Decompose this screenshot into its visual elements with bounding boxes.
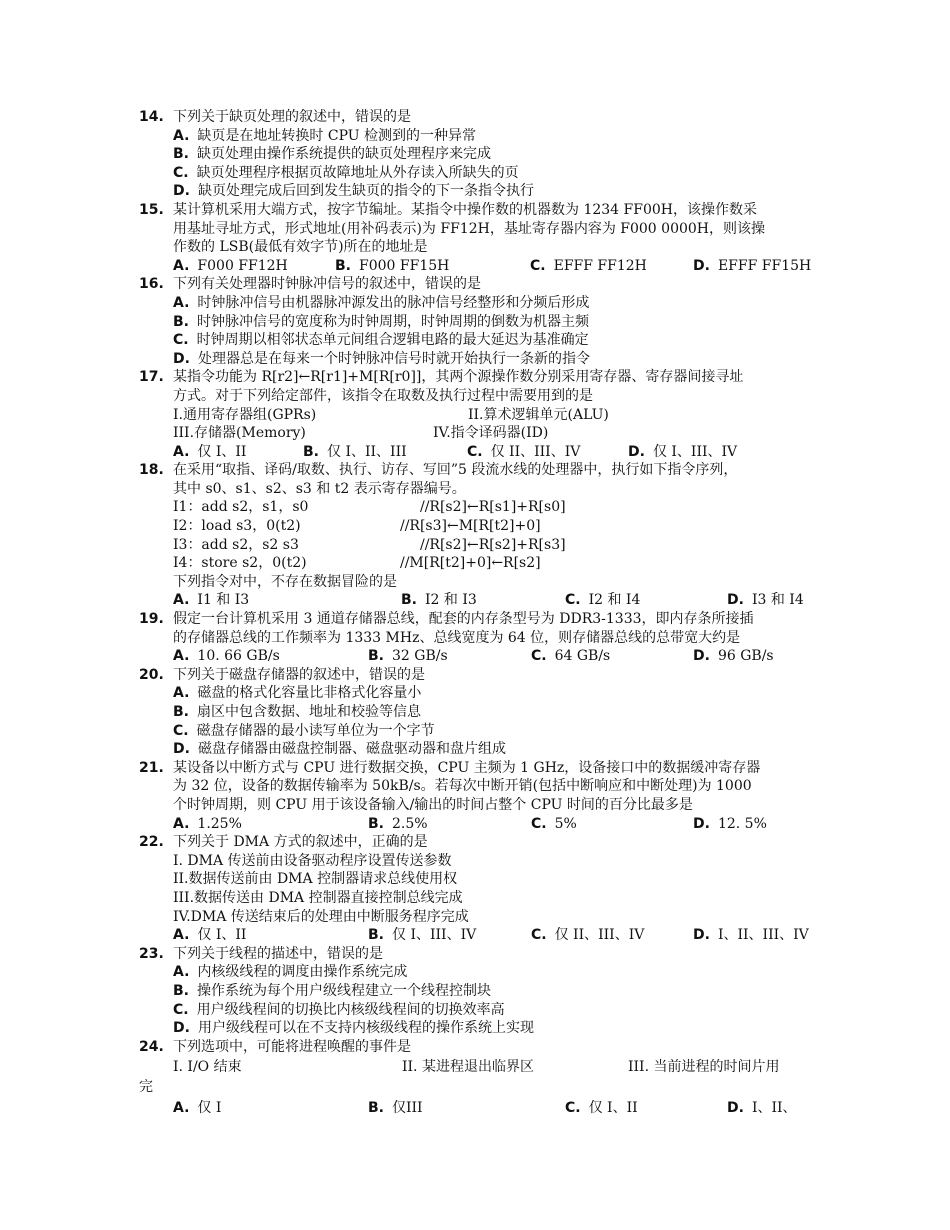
option-a: A. 时钟脉冲信号由机器脉冲源发出的脉冲信号经整形和分频后形成	[173, 294, 590, 311]
statement-line: I. DMA 传送前由设备驱动程序设置传送参数	[173, 852, 452, 869]
event-list-row: I. I/O 结束 II. 某进程退出临界区 III. 当前进程的时间片用	[173, 1059, 780, 1076]
question-text-line: 的存储器总线的工作频率为 1333 MHz、总线宽度为 64 位，则存储器总线的总带宽大约是	[173, 629, 741, 646]
component-list-row: I.通用寄存器组(GPRs) II.算术逻辑单元(ALU)	[173, 406, 609, 423]
option-d: D. 缺页处理完成后回到发生缺页的指令的下一条指令执行	[173, 183, 534, 200]
options-row: A. 1.25% B. 2.5% C. 5% D. 12. 5%	[173, 815, 767, 832]
question-24: 24. 下列选项中，可能将进程唤醒的事件是	[139, 1038, 411, 1055]
statement-line: IV.DMA 传送结束后的处理由中断服务程序完成	[173, 908, 469, 925]
option-c: C. 时钟周期以相邻状态单元间组合逻辑电路的最大延迟为基准确定	[173, 332, 589, 349]
question-text-line: 下列指令对中，不存在数据冒险的是	[173, 573, 397, 590]
option-c: C. 用户级线程间的切换比内核级线程间的切换效率高	[173, 1001, 505, 1018]
question-17: 17. 某指令功能为 R[r2]←R[r1]+M[R[r0]]，其两个源操作数分别采用寄存器、寄存器间接寻址	[139, 369, 744, 386]
options-row: A. F000 FF12H B. F000 FF15H C. EFFF FF12H D. EFFF FF15H	[173, 257, 812, 274]
question-20: 20. 下列关于磁盘存储器的叙述中，错误的是	[139, 666, 425, 683]
question-19: 19. 假定一台计算机采用 3 通道存储器总线，配套的内存条型号为 DDR3-1333，即内存条所接插	[139, 611, 754, 628]
option-d: D. 用户级线程可以在不支持内核级线程的操作系统上实现	[173, 1020, 534, 1037]
option-c: C. 磁盘存储器的最小读写单位为一个字节	[173, 722, 435, 739]
option-a: A. 内核级线程的调度由操作系统完成	[173, 964, 408, 981]
question-16: 16. 下列有关处理器时钟脉冲信号的叙述中，错误的是	[139, 276, 481, 293]
options-row: A. 仅 I B. 仅III C. 仅 I、II D. I、II、	[173, 1099, 797, 1116]
option-c: C. 缺页处理程序根据页故障地址从外存读入所缺失的页	[173, 164, 519, 181]
question-text-line: 为 32 位，设备的数据传输率为 50kB/s。若每次中断开销(包括中断响应和中断处理)为 1000	[173, 778, 752, 795]
question-text-line: 其中 s0、s1、s2、s3 和 t2 表示寄存器编号。	[173, 480, 466, 497]
options-row: A. I1 和 I3 B. I2 和 I3 C. I2 和 I4 D. I3 和 I4	[173, 592, 804, 609]
question-text-line: 个时钟周期，则 CPU 用于该设备输入/输出的时间占整个 CPU 时间的百分比最多是	[173, 796, 693, 813]
option-b: B. 扇区中包含数据、地址和校验等信息	[173, 704, 421, 720]
question-22: 22. 下列关于 DMA 方式的叙述中，正确的是	[139, 834, 428, 851]
question-text-line: 用基址寻址方式，形式地址(用补码表示)为 FF12H，基址寄存器内容为 F000 0000H，则该操	[173, 220, 765, 237]
option-d: D. 磁盘存储器由磁盘控制器、磁盘驱动器和盘片组成	[173, 741, 506, 758]
question-15: 15. 某计算机采用大端方式，按字节编址。某指令中操作数的机器数为 1234 FF00H，该操作数采	[139, 201, 757, 218]
statement-line: II.数据传送前由 DMA 控制器请求总线使用权	[173, 871, 458, 888]
options-row: A. 仅 I、II B. 仅 I、III、IV C. 仅 II、III、IV D. I、II、III、IV	[173, 927, 809, 944]
question-text-line: 方式。对于下列给定部件，该指令在取数及执行过程中需要用到的是	[173, 387, 593, 404]
question-text-line: 作数的 LSB(最低有效字节)所在的地址是	[173, 239, 428, 256]
question-18: 18. 在采用“取指、译码/取数、执行、访存、写回”5 段流水线的处理器中，执行如下指令序列，	[139, 462, 738, 479]
option-a: A. 缺页是在地址转换时 CPU 检测到的一种异常	[173, 127, 477, 144]
code-line: I2：load s3，0(t2) //R[s3]←M[R[t2]+0]	[173, 518, 541, 535]
component-list-row: III.存储器(Memory) IV.指令译码器(ID)	[173, 425, 549, 442]
statement-line: III.数据传送由 DMA 控制器直接控制总线完成	[173, 889, 463, 906]
option-a: A. 磁盘的格式化容量比非格式化容量小	[173, 685, 422, 702]
question-14: 14. 下列关于缺页处理的叙述中，错误的是	[139, 109, 411, 125]
code-line: I4：store s2，0(t2) //M[R[t2]+0]←R[s2]	[173, 555, 541, 572]
question-21: 21. 某设备以中断方式与 CPU 进行数据交换，CPU 主频为 1 GHz，设备接口中的数据缓冲寄存器	[139, 759, 761, 776]
options-row: A. 仅 I、II B. 仅 I、II、III C. 仅 II、III、IV D. 仅 I、III、IV	[173, 443, 738, 460]
options-row: A. 10. 66 GB/s B. 32 GB/s C. 64 GB/s D. 96 GB/s	[173, 648, 774, 665]
code-line: I3：add s2，s2 s3 //R[s2]←R[s2]+R[s3]	[173, 536, 566, 553]
wrapped-text: 完	[139, 1079, 153, 1096]
option-b: B. 操作系统为每个用户级线程建立一个线程控制块	[173, 982, 491, 999]
question-23: 23. 下列关于线程的描述中，错误的是	[139, 945, 383, 962]
exam-page	[0, 108, 950, 1117]
option-b: B. 时钟脉冲信号的宽度称为时钟周期，时钟周期的倒数为机器主频	[173, 313, 589, 330]
option-d: D. 处理器总是在每来一个时钟脉冲信号时就开始执行一条新的指令	[173, 350, 590, 367]
code-line: I1：add s2，s1，s0 //R[s2]←R[s1]+R[s0]	[173, 499, 566, 516]
option-b: B. 缺页处理由操作系统提供的缺页处理程序来完成	[173, 146, 491, 163]
